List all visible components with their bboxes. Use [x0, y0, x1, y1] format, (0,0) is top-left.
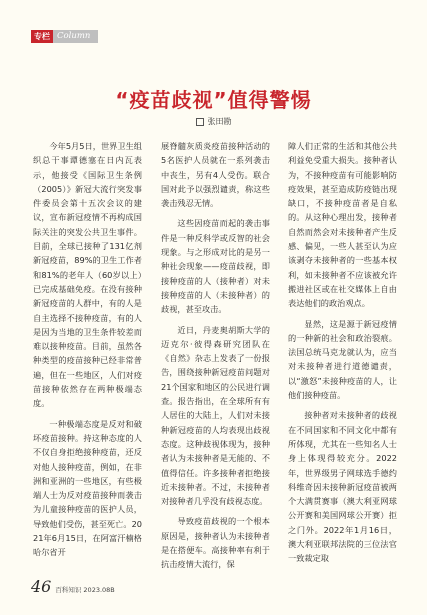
section-tag-english: Column — [53, 30, 98, 43]
paragraph: 这些因疫苗而起的袭击事件是一种反科学或反智的社会现象。与之形成对比的是另一种社会现象——疫苗歧视，即接种疫苗的人（接种者）对未接种疫苗的人（未接种者）的歧视，甚至攻击。 — [161, 218, 270, 315]
paragraph: 今年5月5日，世界卫生组织总干事谭德塞在日内瓦表示，他接受《国际卫生条例（2005）》新冠大流行突发事件委员会第十五次会议的建议，宣布新冠疫情不再构成国际关注的突发公共卫生事件。目前，全球已接种了131亿剂新冠疫苗，89%的卫生工作者和81%的老年人（60岁以上）已完成基础免疫。在没有接种新冠疫苗的人群中，有的人是自主选择不接种疫苗，有的人是因为当地的卫生条件较差而难以接种疫苗。目前，虽然各种类型的疫苗接种已经非常普遍，但在一些地区，人们对疫苗接种依然存在两种极端态度。 — [33, 141, 142, 409]
page-number: 46 — [31, 577, 52, 596]
paragraph: 显然，这是源于新冠疫情的一种新的社会和政治裂痕。法国总统马克龙就认为，应当对未接种者进行道德谴责，以“激怒”未接种疫苗的人，让他们接种疫苗。 — [288, 318, 397, 401]
text-column-3 — [288, 139, 397, 570]
paragraph: 展脊髓灰质炎疫苗接种活动的5名医护人员就在一系列袭击中丧生，另有4人受伤。联合国对此予以强烈谴责，称这些袭击残忍无情。 — [161, 141, 270, 209]
text-column-2 — [161, 139, 270, 570]
paragraph: 障人们正常的生活和其他公共利益免受重大损失。接种者认为，不接种疫苗有可能影响防疫效果，甚至造成防疫链出现缺口，不接种疫苗者是自私的。从这种心理出发，接种者自然而然会对未接种者产生反感、偏见，一些人甚至认为应该剥夺未接种者的一些基本权利，如未接种者不应该被允许搬进社区或在社交媒体上自由表达他们的政治观点。 — [288, 141, 397, 309]
author-line — [0, 116, 427, 127]
author-name: 张田勘 — [207, 117, 232, 126]
section-tag: 专栏 — [31, 30, 53, 43]
magazine-issue: 百科知识 2023.08B — [55, 586, 115, 594]
page-footer — [31, 577, 115, 596]
text-column-1 — [33, 139, 142, 570]
section-header — [31, 30, 98, 43]
paragraph: 一种极端态度是反对和破坏疫苗接种。持这种态度的人不仅自身拒绝接种疫苗，还反对他人接种疫苗，例如，在非洲和亚洲的一些地区，有些极端人士为反对疫苗接种而袭击为儿童接种疫苗的医护人员，导致他们受伤，甚至死亡。2021年6月15日，在阿富汗楠格哈尔省开 — [33, 418, 142, 558]
paragraph: 近日，丹麦奥胡斯大学的迈克尔·彼得森研究团队在《自然》杂志上发表了一份报告，围绕接种新冠疫苗问题对21个国家和地区的公民进行调查。报告指出，在全球所有有人居住的大陆上，人们对未接种新冠疫苗的人均表现出歧视态度。这种歧视体现为，接种者认为未接种者是无能的、不值得信任。许多接种者拒绝接近未接种者。不过，未接种者对接种者几乎没有歧视态度。 — [161, 324, 270, 507]
author-marker-icon — [196, 118, 204, 126]
paragraph: 接种者对未接种者的歧视在不同国家和不同文化中都有所体现，尤其在一些知名人士身上体现得较充分。2022年，世界级男子网球选手德约科维奇因未接种新冠疫苗被两个大满贯赛事（澳大利亚网球公开赛和美国网球公开赛）拒之门外。2022年1月16日，澳大利亚联邦法院的三位法官一致裁定取 — [288, 410, 397, 564]
article-title: “疫苗歧视”值得警惕 — [115, 88, 312, 112]
paragraph: 导致疫苗歧视的一个根本原因是，接种者认为未接种者是在搭便车。高接种率有利于抗击疫情大流行，保 — [161, 516, 270, 570]
